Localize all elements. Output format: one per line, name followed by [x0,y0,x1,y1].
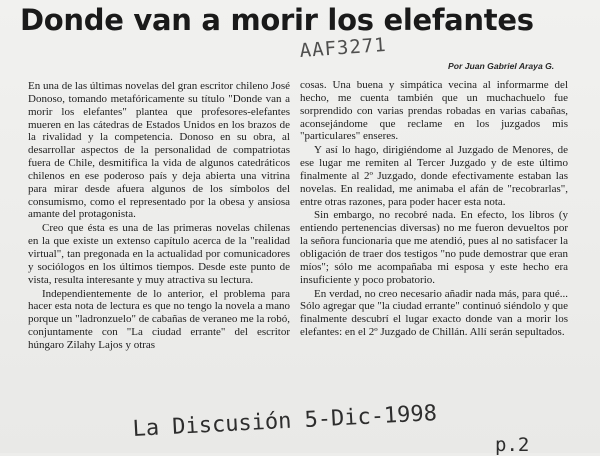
paragraph: Creo que ésta es una de las primeras novelas chilenas en la que existe un extenso capítulo acerca de la "realidad virtual", tan pregonada en la actualidad por comunicadores y sociólogos en los últimos tiempos. Desde este punto de vista, resulta interesante y muy atractiva su lectura. [28,222,290,286]
page-annotation: p.2 [495,434,530,456]
article-byline: Por Juan Gabriel Araya G. [448,61,555,71]
paragraph: Sin embargo, no recobré nada. En efecto, los libros (y entiendo pertenencias diversas) no me fueron devueltos por la señora funcionaria que me atendió, pues al no satisfacer la obligación de traer dos testigos "no pude demostrar que eran míos"; sólo me acompañaba mi esposa y este hecho era insuficiente y poco probatorio. [300,209,568,286]
catalog-code: AAF3271 [299,33,388,62]
source-annotation: La Discusión 5-Dic-1998 [132,401,438,442]
paragraph: Y así lo hago, dirigiéndome al Juzgado de Menores, de ese lugar me remiten al Tercer Juzgado y de este último finalmente al 2º Juzgado, donde efectivamente estaban las novelas. En realidad, me animaba el afán de "recobrarlas", entre otras razones, para poder hacer esta nota. [300,144,568,208]
article-title: Donde van a morir los elefantes [20,3,534,37]
paragraph: En verdad, no creo necesario añadir nada más, para qué... Sólo agregar que "la ciudad errante" continuó siéndolo y que finalmente descubrí el lugar exacto donde van a morir los elefantes: en el 2º Juzgado de Chillán. Allí serán sepultados. [300,287,568,339]
article-column-right [300,79,568,339]
paragraph: En una de las últimas novelas del gran escritor chileno José Donoso, tomando metafóricamente su título "Donde van a morir los elefantes" plantea que profesores-elefantes mueren en las cátedras de Estados Unidos en los brazos de la rivalidad y la competencia. Donoso en su obra, al desarrollar aspectos de la personalidad de compatriotas fuera de Chile, desmitifica la vida de algunos catedráticos chilenos en ese poderoso país y deja abierta una vitrina para mirar desde afuera algunos de los símbolos del consumismo, como el representado por la obesa y ansiosa amante del protagonista. [28,80,290,221]
paragraph: cosas. Una buena y simpática vecina al informarme del hecho, me cuenta también que un muchachuelo fue sorprendido con varias prendas robadas en varias cabañas, aconsejándome que reclame en los juzgados mis "particulares" enseres. [300,79,568,143]
article-column-left [28,80,290,352]
paragraph: Independientemente de lo anterior, el problema para hacer esta nota de lectura es que no tengo la novela a mano porque un "ladronzuelo" de cabañas de veraneo me la robó, conjuntamente con "La ciudad errante" del escritor húngaro Zilahy Lajos y otras [28,287,290,351]
